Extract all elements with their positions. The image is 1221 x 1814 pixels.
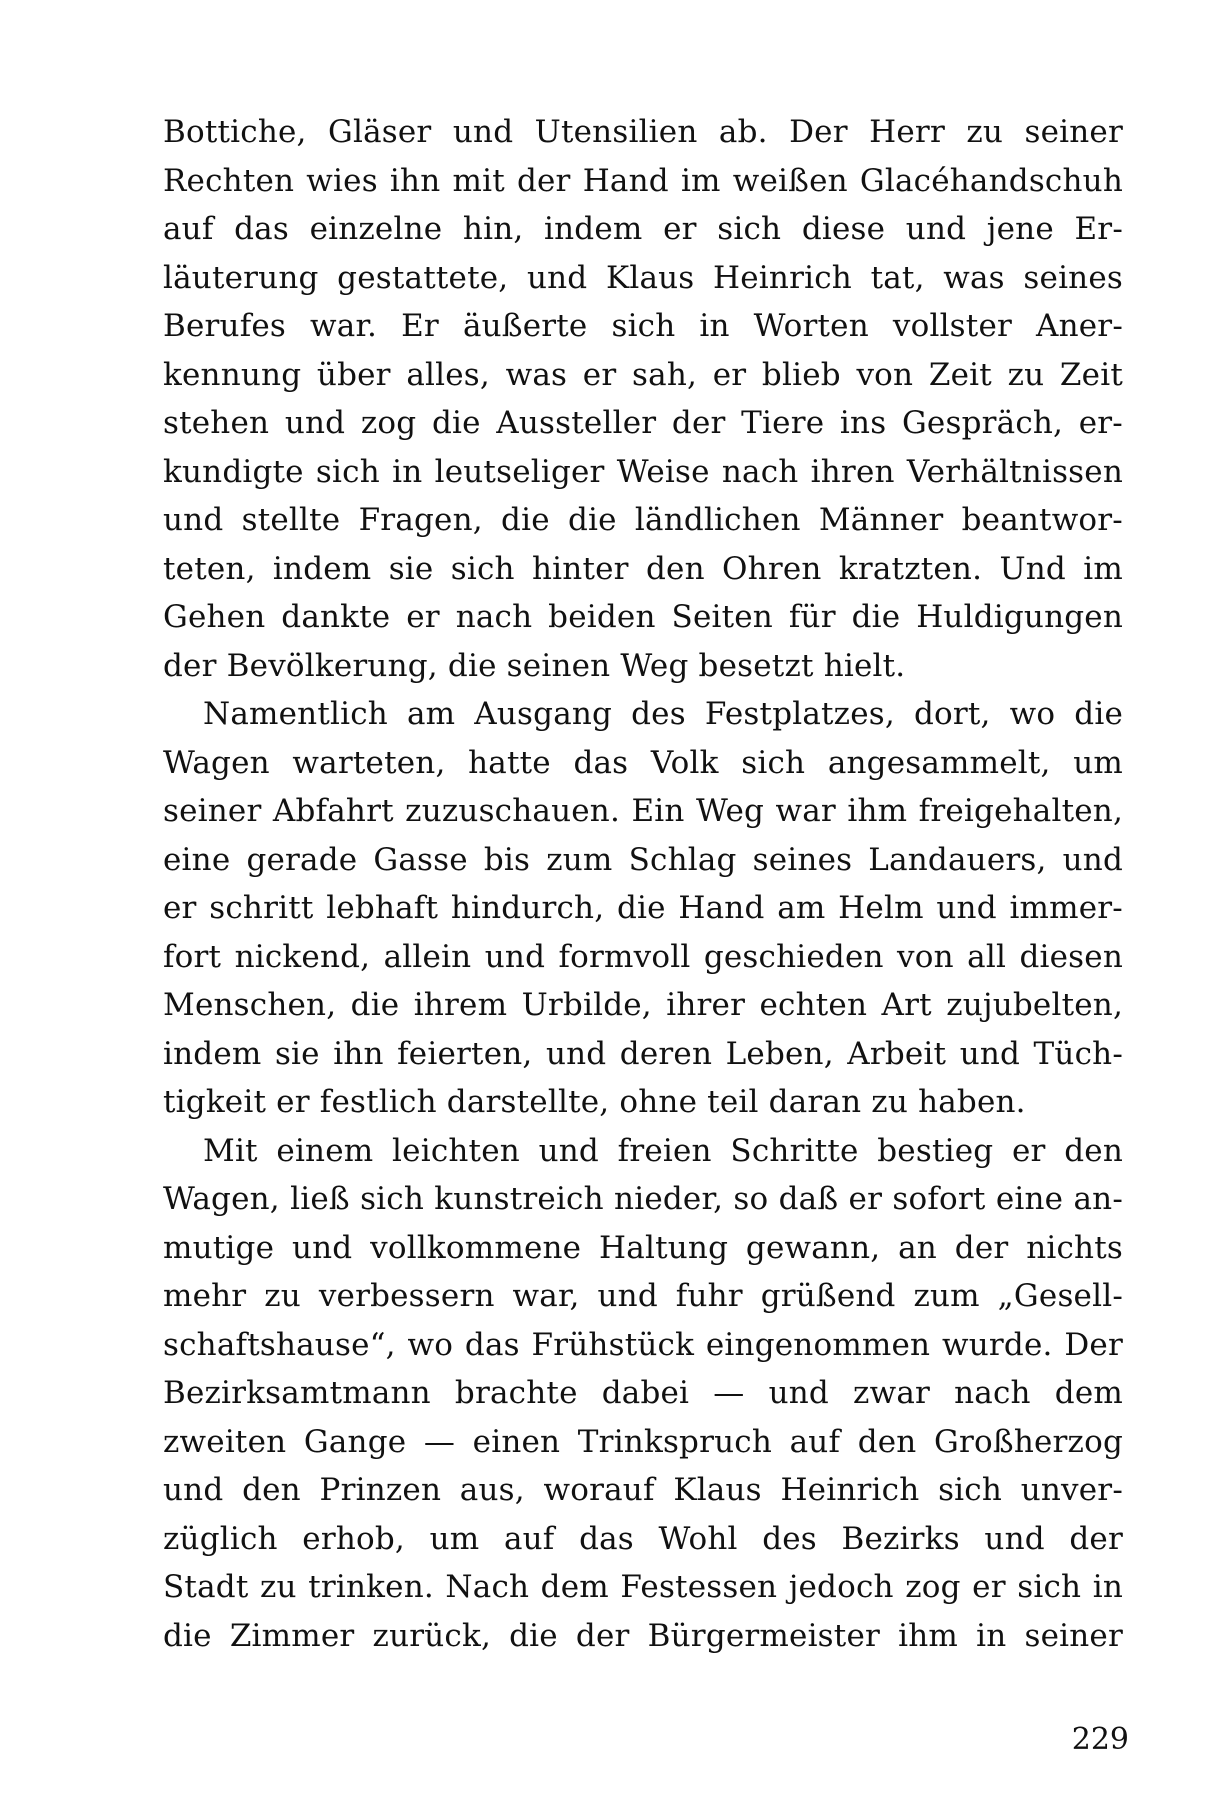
text-line: läuterung gestattete, und Klaus Heinrich tat, was seines [163,259,1123,296]
text-line: auf das einzelne hin, indem er sich diese und jene Er- [163,211,1123,247]
text-line: seiner Abfahrt zuzuschauen. Ein Weg war ihm freigehalten, [163,793,1123,829]
paragraph-3 [163,1127,1123,1661]
text-line: er schritt lebhaft hindurch, die Hand am Helm und immer- [163,890,1123,926]
text-line: zweiten Gange — einen Trinkspruch auf den Großherzog [163,1423,1123,1460]
page-body [163,108,1123,1660]
text-line: züglich erhob, um auf das Wohl des Bezirks und der [163,1520,1123,1557]
text-line: die Zimmer zurück, die der Bürgermeister ihm in seiner [163,1617,1123,1654]
text-line: Wagen warteten, hatte das Volk sich angesammelt, um [163,744,1123,781]
text-line: Bottiche, Gläser und Utensilien ab. Der Herr zu seiner [163,114,1123,150]
text-line: Namentlich am Ausgang des Festplatzes, dort, wo die [203,696,1123,732]
text-line: Stadt zu trinken. Nach dem Festessen jedoch zog er sich in [163,1569,1123,1605]
text-line: und den Prinzen aus, worauf Klaus Heinrich sich unver- [163,1472,1123,1508]
text-line: tigkeit er festlich darstellte, ohne teil daran zu haben. [163,1084,1026,1120]
text-line: Berufes war. Er äußerte sich in Worten vollster Aner- [163,308,1123,344]
text-line: fort nickend, allein und formvoll geschieden von all diesen [163,938,1123,975]
text-line: Rechten wies ihn mit der Hand im weißen Glacéhandschuh [163,162,1123,199]
text-line: stehen und zog die Aussteller der Tiere ins Gespräch, er- [163,405,1123,441]
text-line: Mit einem leichten und freien Schritte bestieg er den [203,1132,1123,1169]
page-number: 229 [1071,1722,1129,1757]
text-line: teten, indem sie sich hinter den Ohren kratzten. Und im [163,550,1123,587]
text-line: Bezirksamtmann brachte dabei — und zwar nach dem [163,1375,1123,1411]
text-line: und stellte Fragen, die die ländlichen Männer beantwor- [163,502,1123,538]
text-line: indem sie ihn feierten, und deren Leben, Arbeit und Tüch- [163,1035,1123,1072]
text-line: Wagen, ließ sich kunstreich nieder, so daß er sofort eine an- [163,1181,1123,1217]
text-line: mehr zu verbessern war, und fuhr grüßend zum „Gesell- [163,1278,1123,1314]
text-line: Menschen, die ihrem Urbilde, ihrer echten Art zujubelten, [163,987,1123,1023]
text-line: der Bevölkerung, die seinen Weg besetzt hielt. [163,647,906,684]
text-line: Gehen dankte er nach beiden Seiten für die Huldigungen [163,599,1123,635]
text-line: schaftshause“, wo das Frühstück eingenommen wurde. Der [163,1326,1123,1363]
text-line: kundigte sich in leutseliger Weise nach ihren Verhältnissen [163,453,1123,490]
text-line: kennung über alles, was er sah, er blieb von Zeit zu Zeit [163,356,1123,393]
paragraph-2 [163,690,1123,1127]
paragraph-1 [163,108,1123,690]
text-line: eine gerade Gasse bis zum Schlag seines Landauers, und [163,841,1123,878]
text-line: mutige und vollkommene Haltung gewann, an der nichts [163,1229,1123,1266]
